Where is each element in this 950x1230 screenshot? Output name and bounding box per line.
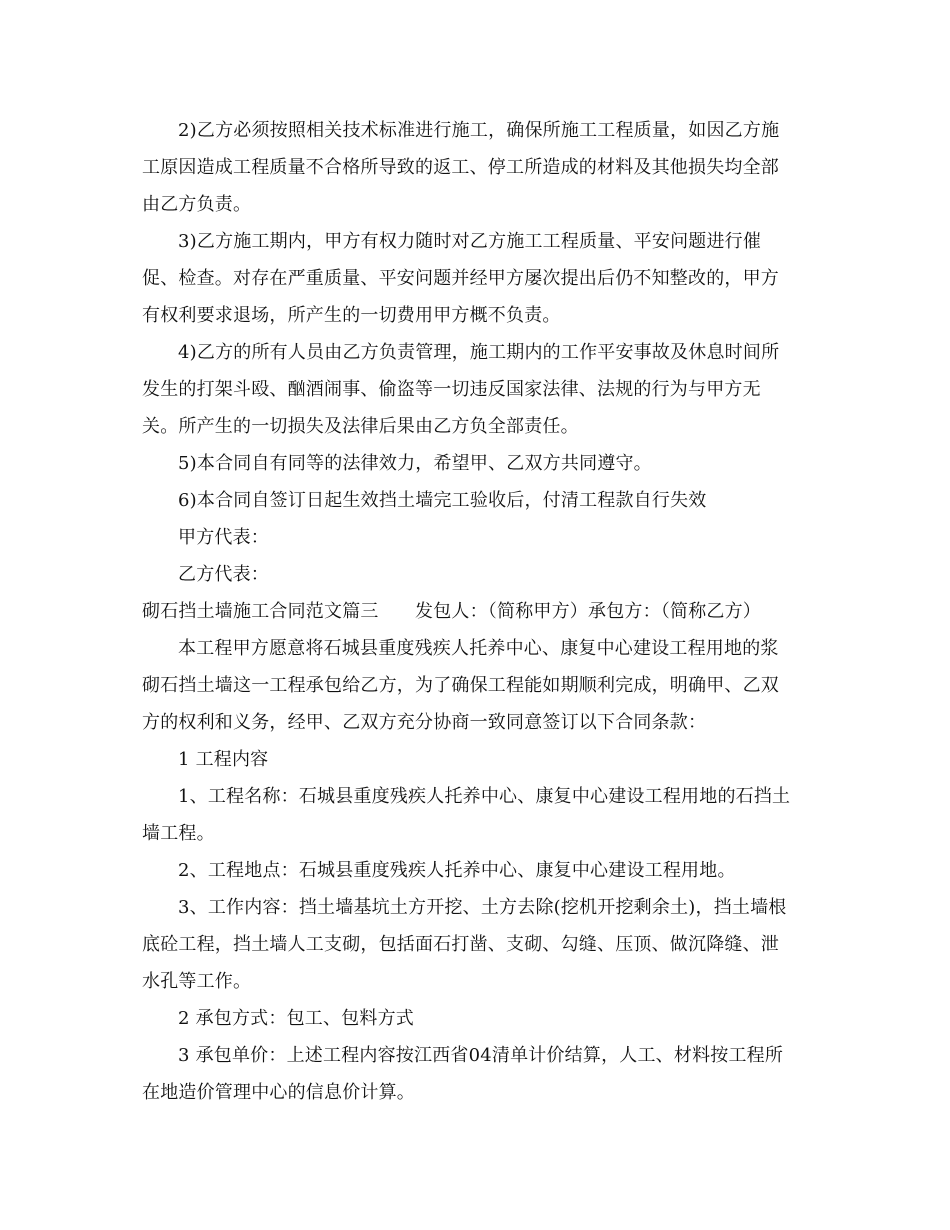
clause-5: 5)本合同自有同等的法律效力，希望甲、乙双方共同遵守。 <box>178 453 652 474</box>
party-b-representative: 乙方代表： <box>178 564 269 585</box>
unit-price-line-2: 在地造价管理中心的信息价计算。 <box>142 1082 415 1103</box>
project-name-line-1: 1、工程名称：石城县重度残疾人托养中心、康复中心建设工程用地的石挡土 <box>178 786 791 807</box>
party-a-representative: 甲方代表： <box>178 527 269 548</box>
article-1-heading: 1 工程内容 <box>178 749 269 770</box>
intro-line-2: 砌石挡土墙这一工程承包给乙方，为了确保工程能如期顺利完成，明确甲、乙双 <box>142 675 779 696</box>
project-location: 2、工程地点：石城县重度残疾人托养中心、康复中心建设工程用地。 <box>178 860 736 881</box>
clause-2-line-1: 2)乙方必须按照相关技术标准进行施工，确保所施工工程质量，如因乙方施 <box>178 120 780 141</box>
clause-3-line-3: 有权利要求退场，所产生的一切费用甲方概不负责。 <box>142 305 561 326</box>
work-content-line-3: 水孔等工作。 <box>142 971 252 992</box>
unit-price-line-1: 3 承包单价：上述工程内容按江西省04清单计价结算，人工、材料按工程所 <box>178 1045 784 1066</box>
clause-4-line-1: 4)乙方的所有人员由乙方负责管理，施工期内的工作平安事故及休息时间所 <box>178 342 780 363</box>
work-content-line-2: 底砼工程，挡土墙人工支砌，包括面石打凿、支砌、勾缝、压顶、做沉降缝、泄 <box>142 934 779 955</box>
clause-3-line-2: 促、检查。对存在严重质量、平安问题并经甲方屡次提出后仍不知整改的，甲方 <box>142 268 779 289</box>
clause-2-line-3: 由乙方负责。 <box>142 194 252 215</box>
clause-6: 6)本合同自签订日起生效挡土墙完工验收后，付清工程款自行失效 <box>178 490 707 511</box>
contract-method: 2 承包方式：包工、包料方式 <box>178 1008 414 1029</box>
clause-3-line-1: 3)乙方施工期内，甲方有权力随时对乙方施工工程质量、平安问题进行催 <box>178 231 762 252</box>
clause-4-line-3: 关。所产生的一切损失及法律后果由乙方负全部责任。 <box>142 416 579 437</box>
clause-2-line-2: 工原因造成工程质量不合格所导致的返工、停工所造成的材料及其他损失均全部 <box>142 157 779 178</box>
intro-line-1: 本工程甲方愿意将石城县重度残疾人托养中心、康复中心建设工程用地的浆 <box>178 638 779 659</box>
work-content-line-1: 3、工作内容：挡土墙基坑土方开挖、土方去除(挖机开挖剩余土)，挡土墙根 <box>178 897 787 918</box>
project-name-line-2: 墙工程。 <box>142 823 215 844</box>
clause-4-line-2: 发生的打架斗殴、酗酒闹事、偷盗等一切违反国家法律、法规的行为与甲方无 <box>142 379 761 400</box>
intro-line-3: 方的权利和义务，经甲、乙双方充分协商一致同意签订以下合同条款： <box>142 712 707 733</box>
section-heading: 砌石挡土墙施工合同范文篇三 发包人：（简称甲方）承包方：（简称乙方） <box>142 601 761 622</box>
